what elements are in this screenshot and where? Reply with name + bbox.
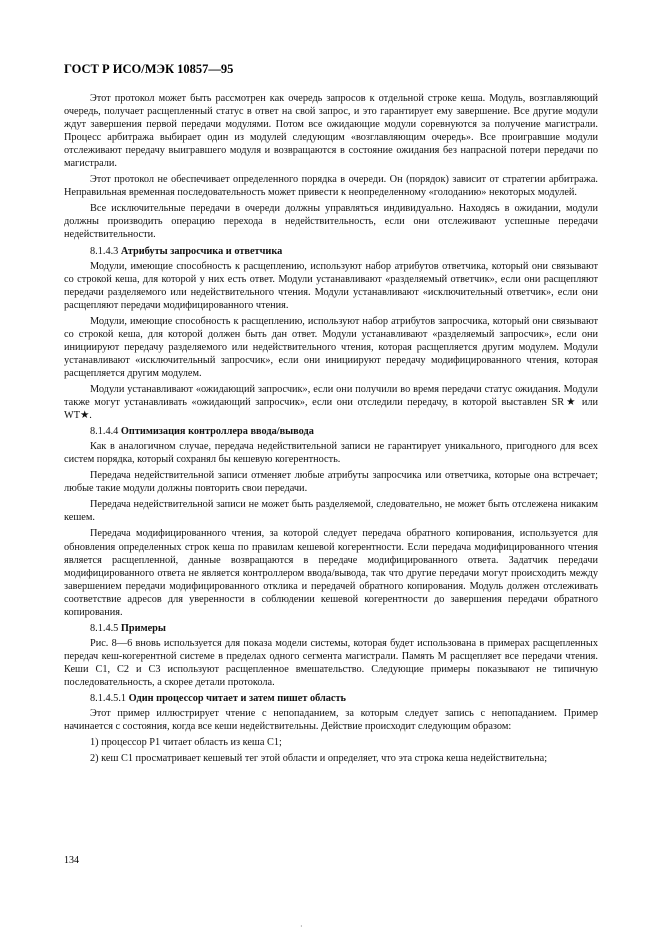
section-number: 8.1.4.4: [90, 426, 119, 438]
document-body: [64, 92, 598, 768]
section-title: Оптимизация контроллера ввода/вывода: [120, 426, 314, 438]
section-title: Один процессор читает и затем пишет область: [128, 693, 346, 705]
paragraph: Передача недействительной записи не может быть разделяемой, следовательно, не может быть отслежена никаким кешем.: [64, 499, 598, 524]
paragraph: Этот протокол может быть рассмотрен как очередь запросов к отдельной строке кеша. Модуль, возглавляющий очередь, получает расщепленный статус в ответ на свой запрос, и это гарантирует ему завершение. Все другие модули ждут завершения первой передачи модулями. Потом все ожидающие модули соревнуются за получение магистрали. Процесс арбитража выбирает один из модулей следующим «возглавляющим очередь». Все проигравшие модули отслеживают передачу выигравшего модуля и возвращаются в состояние ожидания без напрасной потери передачи по магистрали.: [64, 93, 598, 170]
section-title: Примеры: [120, 622, 166, 634]
footer-mark: ·: [300, 922, 303, 931]
paragraph: Этот пример иллюстрирует чтение с непопаданием, за которым следует запись с непопаданием. Пример начинается с состояния, когда все кеши недействительны. Действие происходит следующим образом:: [64, 708, 598, 733]
paragraph: 1) процессор Р1 читает область из кеша С1;: [90, 737, 282, 749]
section-title: Атрибуты запросчика и ответчика: [120, 245, 283, 257]
section-heading: [64, 692, 598, 705]
paragraph: Этот протокол не обеспечивает определенного порядка в очереди. Он (порядок) зависит от стратегии арбитража. Неправильная временная последовательность может привести к неопределенному «голоданию» некоторых модулей.: [64, 174, 598, 199]
paragraph: Рис. 8—6 вновь используется для показа модели системы, которая будет использована в примерах расщепленных передач кеш-когерентной системе в пределах одного сегмента магистрали. Память М расщепляет все передачи чтения. Кеши С1, С2 и С3 используют расщепленное вмешательство. Следующие примеры показывают не типичную последовательность, а скорее детали протокола.: [64, 637, 598, 688]
paragraph: Передача модифицированного чтения, за которой следует передача обратного копирования, используется для обновления определенных строк кеша по правилам кешевой когерентности. Если передача модифицированного чтения является расщепленной, данные возвращаются в передаче модифицированного ответа. Задатчик передачи модифицированного ответа не является контроллером ввода/вывода, так что другие передачи могут происходить между завершением передачи модифицированного отклика и передачей обратного копирования. Модуль должен отслеживать соответствие адресов для уверенности в соблюдении кешевой когерентности до завершения передачи обратного копирования.: [64, 528, 598, 618]
section-number: 8.1.4.5.1: [90, 693, 127, 705]
section-number: 8.1.4.3: [90, 245, 119, 257]
paragraph: Модули, имеющие способность к расщеплению, используют набор атрибутов ответчика, который они связывают со строкой кеша, для которой у них есть ответ. Модули устанавливают «разделяемый ответчик», если они расщепляют передачи разделяемого или недействительного чтения. Модули устанавливают «исключительный ответчик», если они расщепляют передачи модифицированного чтения.: [64, 260, 598, 311]
page-number: 134: [64, 855, 79, 866]
paragraph: Передача недействительной записи отменяет любые атрибуты запросчика или ответчика, которые она встречает; любые такие модули должны повторить свои передачи.: [64, 470, 598, 495]
paragraph: Как в аналогичном случае, передача недействительной записи не гарантирует уникального, пригодного для всех систем порядка, который сохранял бы кешевую когерентность.: [64, 441, 598, 466]
paragraph: 2) кеш С1 просматривает кешевый тег этой области и определяет, что эта строка кеша недействительна;: [90, 753, 548, 765]
document-header: ГОСТ Р ИСО/МЭК 10857—95: [64, 62, 234, 76]
section-heading: [64, 425, 598, 438]
section-number: 8.1.4.5: [90, 622, 119, 634]
paragraph: Модули устанавливают «ожидающий запросчик», если они получили во время передачи статус ожидания. Модули также могут устанавливать «ожидающий запросчик», если они отследили передачу, в которой выставлен SR★ или WT★.: [64, 383, 598, 422]
paragraph: Все исключительные передачи в очереди должны управляться индивидуально. Находясь в ожидании, модули должны производить операцию перехода в недействительность, если они отслеживают успешные передачи недействительности.: [64, 203, 598, 241]
paragraph: Модули, имеющие способность к расщеплению, используют набор атрибутов запросчика, который они связывают со строкой кеша, для которой должен быть дан ответ. Модули устанавливают «разделяемый запросчик», если они инициируют передачу разделяемого или недействительного чтения, которая расщепляется другим модулем. Модули устанавливают «исключительный запросчик», если они инициируют передачу модифицированного чтения, которая расщепляется другим модулем.: [64, 315, 598, 379]
section-heading: [64, 245, 598, 258]
section-heading: [64, 622, 598, 635]
